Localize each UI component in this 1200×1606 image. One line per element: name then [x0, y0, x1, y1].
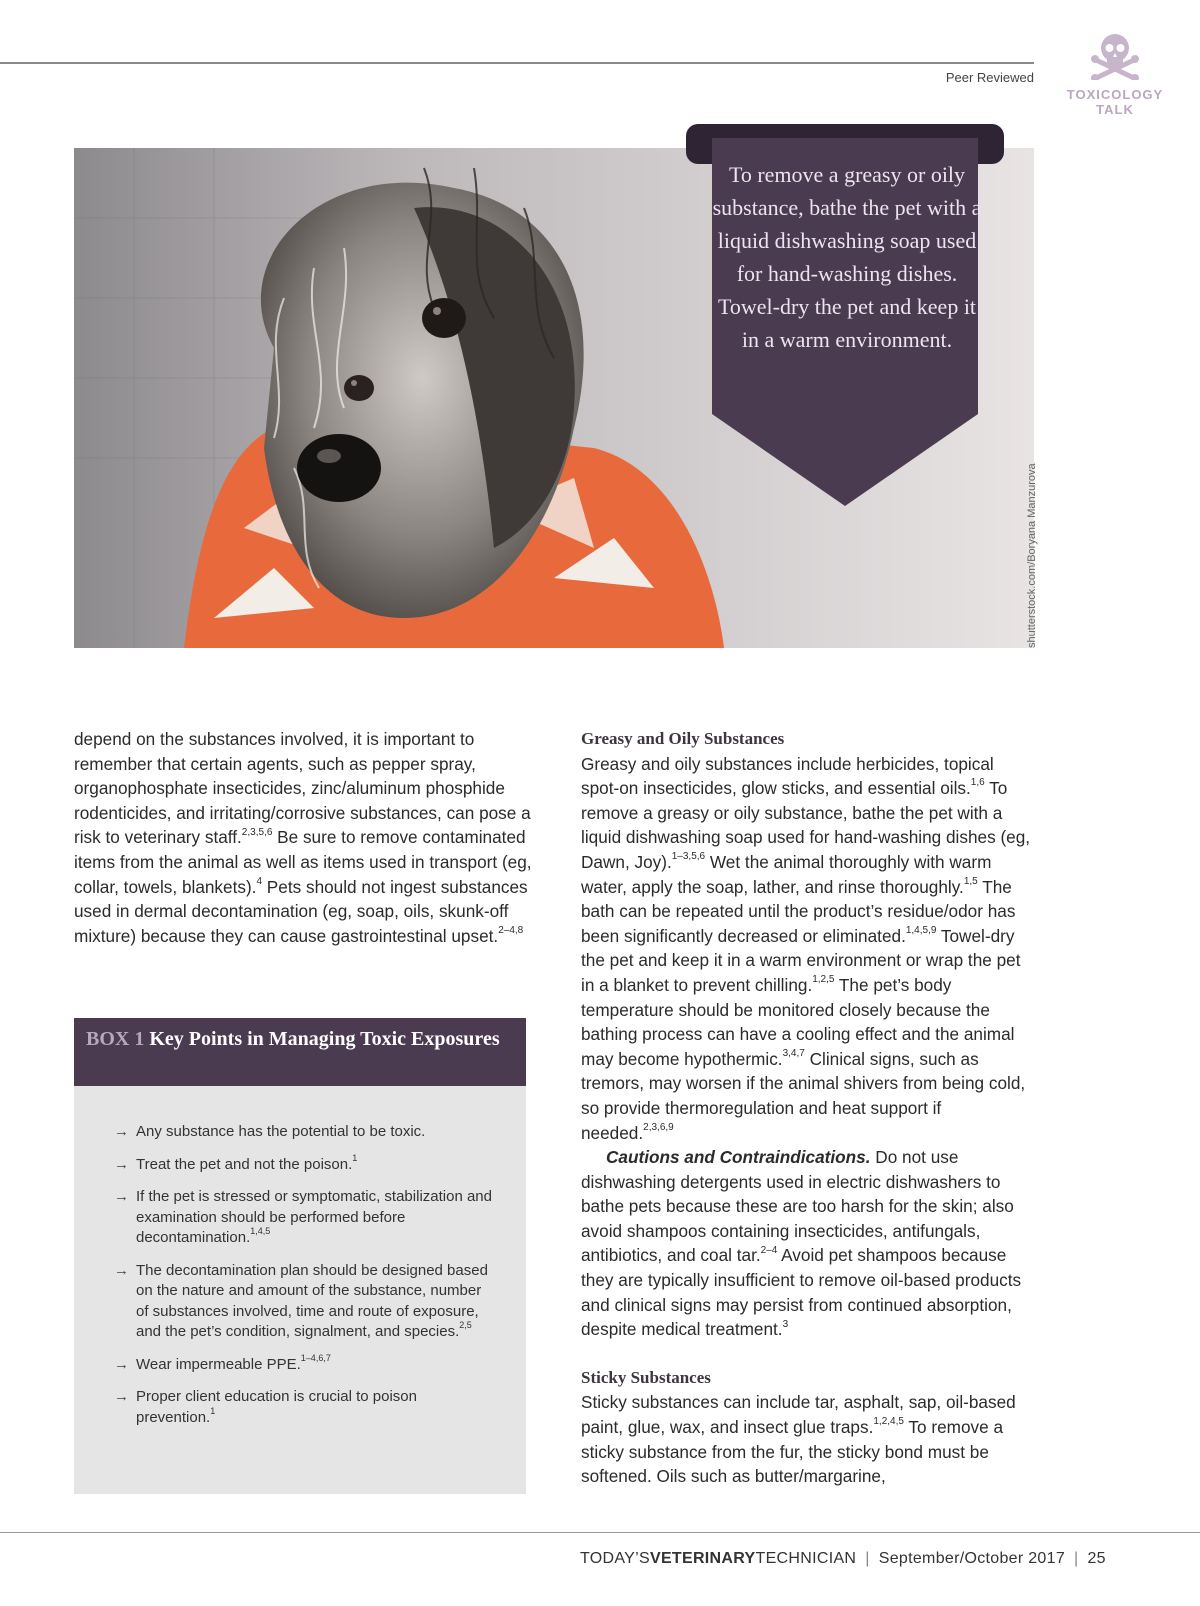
cautions-paragraph: [581, 1145, 1036, 1342]
sticky-paragraph: [581, 1390, 1036, 1488]
box1-body: [74, 1086, 526, 1494]
list-item-text: Any substance has the potential to be toxic.: [136, 1123, 426, 1140]
citation: 1: [352, 1152, 358, 1163]
list-item: [114, 1152, 496, 1176]
citation: 1–3,5,6: [671, 851, 706, 863]
magazine-name-part: VETERINARY: [649, 1550, 756, 1567]
text-span: To remove a sticky substance from the fur, the sticky bond must be softened. Oils such as butter/margarine,: [581, 1417, 1004, 1487]
text-span: To remove a greasy or oily substance, bathe the pet with a liquid dishwashing soap used for hand-washing dishes (eg, Dawn, Joy).: [581, 778, 1031, 872]
text-span: Clinical signs, such as tremors, may worsen if the animal shivers from being cold, so provide thermoregulation and heat support if needed.: [581, 1048, 1026, 1143]
toxicology-talk-label: TOXICOLOGY TALK: [1066, 87, 1164, 117]
arrow-icon: →: [114, 1355, 129, 1373]
list-item: [114, 1352, 496, 1376]
text-span: Be sure to remove contaminated items from the animal as well as items used in transport (eg, collar, towels, blankets).: [74, 827, 532, 897]
list-item: [114, 1187, 496, 1249]
box1-title: Key Points in Managing Toxic Exposures: [149, 1028, 500, 1050]
box1-number: BOX 1: [86, 1028, 145, 1050]
cautions-lead: Cautions and Contraindications.: [606, 1147, 871, 1168]
text-span: depend on the substances involved, it is important to remember that certain agents, such as pepper spray, organophosphate insecticides, zinc/aluminum phosphide rodenticides, and irritating/corrosive substances, can pose a risk to veterinary staff.: [74, 729, 531, 848]
box1-header: [74, 1018, 526, 1086]
text-span: Avoid pet shampoos because they are typically insufficient to remove oil-based products and clinical signs may persist from continued absorption, despite medical treatment.: [581, 1245, 1022, 1340]
text-span: Towel-dry the pet and keep it in a warm environment or wrap the pet in a blanket to prevent chilling.: [581, 925, 1021, 995]
list-item-text: Wear impermeable PPE.: [136, 1355, 301, 1373]
paragraph-gap: [581, 1342, 1036, 1366]
arrow-icon: →: [114, 1188, 129, 1205]
citation: 1,5: [963, 875, 978, 887]
citation: 1,6: [970, 777, 985, 789]
skull-crossbones-icon: [1090, 30, 1140, 80]
text-span: The pet’s body temperature should be monitored closely because the bathing process can have a cooling effect and the animal may become hypothermic.: [581, 974, 1015, 1069]
list-item-text: Proper client education is crucial to poison prevention.: [136, 1388, 417, 1426]
left-body-paragraph: [74, 727, 534, 948]
list-item-text: If the pet is stressed or symptomatic, stabilization and examination should be performed before decontamination.: [136, 1188, 492, 1246]
arrow-icon: →: [114, 1155, 129, 1173]
footer-divider: |: [865, 1550, 870, 1567]
right-column: [581, 727, 1036, 1489]
text-span: Do not use dishwashing detergents used in electric dishwashers to bathe pets because these are too harsh for the skin; also avoid shampoos containing insecticides, antifungals, antibiotics, and coal tar.: [581, 1147, 1014, 1266]
citation: 1,2,5: [812, 974, 835, 986]
section-heading-greasy: Greasy and Oily Substances: [581, 729, 785, 748]
list-item: [114, 1387, 496, 1428]
citation: 2,3,5,6: [241, 826, 273, 838]
citation: 2–4,8: [498, 925, 524, 937]
page-number: 25: [1087, 1550, 1106, 1567]
citation: 1,4,5: [250, 1226, 271, 1236]
greasy-paragraph: [581, 752, 1036, 1146]
list-item-text: Treat the pet and not the poison.: [136, 1155, 353, 1173]
top-rule: [0, 62, 1034, 64]
box1-list: [114, 1122, 496, 1428]
citation: 1,2,4,5: [873, 1416, 904, 1428]
arrow-icon: →: [114, 1261, 129, 1279]
pullquote-text: To remove a greasy or oily substance, bathe the pet with a liquid dishwashing soap used for hand-washing dishes. Towel-dry the pet and keep it in a warm environment.: [712, 162, 982, 352]
citation: 2,3,6,9: [643, 1121, 674, 1133]
left-column: [74, 727, 534, 948]
citation: 2,5: [459, 1320, 472, 1330]
citation: 1: [210, 1405, 216, 1416]
arrow-icon: →: [114, 1388, 129, 1405]
issue-date: September/October 2017: [878, 1550, 1066, 1567]
citation: 4: [256, 875, 263, 887]
magazine-name-part: TODAY’S: [580, 1550, 650, 1567]
citation: 1,4,5,9: [905, 925, 937, 937]
text-span: Pets should not ingest substances used in dermal decontamination (eg, soap, oils, skunk-off mixture) because they can cause gastrointestinal upset.: [74, 876, 528, 946]
list-item: [114, 1261, 496, 1343]
section-heading-sticky: Sticky Substances: [581, 1367, 711, 1387]
text-span: The bath can be repeated until the product’s residue/odor has been significantly decreased or eliminated.: [581, 876, 1016, 946]
bottom-rule: [0, 1532, 1200, 1533]
peer-reviewed-label: Peer Reviewed: [945, 70, 1034, 85]
list-item: [114, 1122, 496, 1143]
footer-divider: |: [1074, 1550, 1079, 1567]
list-item-text: The decontamination plan should be designed based on the nature and amount of the substance, number of substances involved, time and route of exposure, and the pet’s condition, signalment, and species.: [136, 1261, 488, 1340]
text-span: Wet the animal thoroughly with warm water, apply the soap, lather, and rinse thoroughly.: [581, 851, 992, 897]
toxicology-talk-badge: [1050, 30, 1180, 117]
citation: 1–4,6,7: [300, 1352, 331, 1363]
text-span: Greasy and oily substances include herbicides, topical spot-on insecticides, glow sticks, and essential oils.: [581, 753, 994, 799]
citation: 3,4,7: [782, 1047, 805, 1059]
text-span: Sticky substances can include tar, asphalt, sap, oil-based paint, glue, wax, and insect glue traps.: [581, 1392, 1016, 1438]
magazine-name-part: TECHNICIAN: [755, 1550, 857, 1567]
photo-credit: shutterstock.com/Boryana Manzurova: [1026, 463, 1038, 648]
citation: 3: [782, 1318, 789, 1330]
arrow-icon: →: [114, 1123, 129, 1140]
citation: 2–4: [760, 1244, 778, 1256]
footer: [580, 1550, 1106, 1568]
